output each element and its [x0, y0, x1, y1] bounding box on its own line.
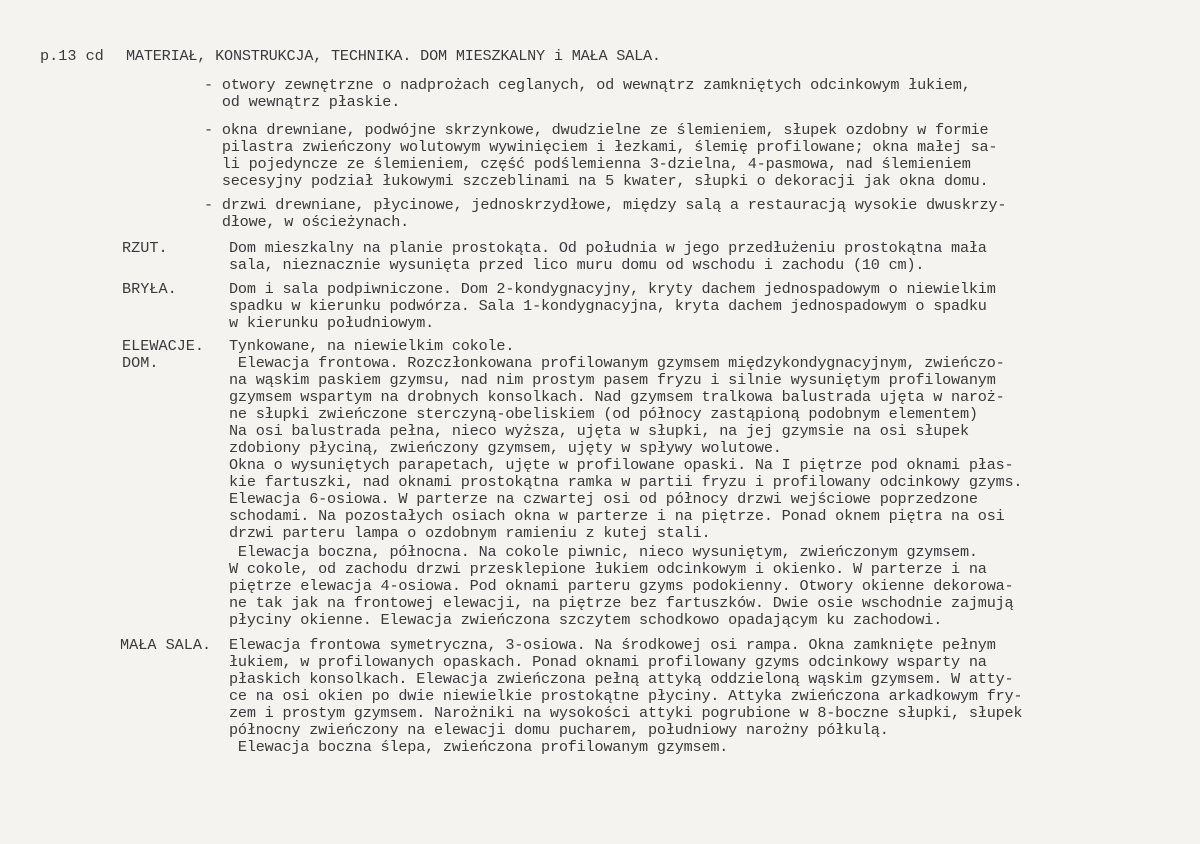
section-line: zem i prostym gzymsem. Narożniki na wysokości attyki pogrubione w 8-boczne słupki, słupek: [229, 704, 1023, 722]
section-line: łukiem, w profilowanych opaskach. Ponad oknami profilowany gzyms odcinkowy wsparty na: [229, 653, 987, 671]
section-line: Dom mieszkalny na planie prostokąta. Od południa w jego przedłużeniu prostokątna mała: [229, 239, 987, 257]
section-line: na wąskim paskiem gzymsu, nad nim prostym pasem fryzu i silnie wysuniętym profilowanym: [229, 371, 996, 389]
section-line: piętrze elewacja 4-osiowa. Pod oknami parteru gzyms podokienny. Otwory okienne dekorowa-: [229, 577, 1014, 595]
section-line: ne słupki zwieńczone sterczyną-obeliskiem (od północy zastąpioną podobnym elementem): [229, 405, 978, 423]
section-label-rzut: RZUT.: [122, 239, 168, 257]
section-line: Elewacja boczna, północna. Na cokole piwnic, nieco wysuniętym, zwieńczonym gzymsem.: [229, 543, 978, 561]
section-line: zdobiony płyciną, zwieńczony gzymsem, ujęty w spływy wolutowe.: [229, 439, 782, 457]
section-line: Okna o wysuniętych parapetach, ujęte w profilowane opaski. Na I piętrze pod oknami płas-: [229, 456, 1014, 474]
bullet-line: dłowe, w ościeżynach.: [204, 213, 410, 231]
section-line: płyciny okienne. Elewacja zwieńczona szczytem schodkowo opadającym ku zachodowi.: [229, 611, 943, 629]
section-line: Tynkowane, na niewielkim cokole.: [229, 337, 515, 355]
section-line: kie fartuszki, nad oknami prostokątna ramka w partii fryzu i profilowany odcinkowy gzyms.: [229, 473, 1023, 491]
bullet-line: - drzwi drewniane, płycinowe, jednoskrzydłowe, między salą a restauracją wysokie dwuskrzy-: [204, 196, 1007, 214]
section-line: w kierunku południowym.: [229, 314, 435, 332]
section-line: spadku w kierunku podwórza. Sala 1-kondygnacyjna, kryta dachem jednospadowym o spadku: [229, 297, 987, 315]
section-line: ce na osi okien po dwie niewielkie prostokątne płyciny. Attyka zwieńczona arkadkowym fry-: [229, 687, 1023, 705]
section-line: płaskich konsolkach. Elewacja zwieńczona pełną attyką oddzieloną wąskim gzymsem. W atty-: [229, 670, 1014, 688]
section-line: sala, nieznacznie wysunięta przed lico muru domu od wschodu i zachodu (10 cm).: [229, 256, 925, 274]
section-line: Elewacja boczna ślepa, zwieńczona profilowanym gzymsem.: [229, 738, 729, 756]
section-line: północny zwieńczony na elewacji domu pucharem, południowy narożny półkulą.: [229, 721, 889, 739]
bullet-line: - okna drewniane, podwójne skrzynkowe, dwudzielne ze ślemieniem, słupek ozdobny w formie: [204, 121, 989, 139]
bullet-line: pilastra zwieńczony wolutowym wywinięciem i łezkami, ślemię profilowane; okna małej sa-: [204, 138, 998, 156]
section-line: Na osi balustrada pełna, nieco wyższa, ujęta w słupki, na jej gzymsie na osi słupek: [229, 422, 969, 440]
section-line: W cokole, od zachodu drzwi przesklepione łukiem odcinkowym i okienko. W parterze i na: [229, 560, 987, 578]
section-line: ne tak jak na frontowej elewacji, na piętrze bez fartuszków. Dwie osie wschodnie zajmują: [229, 594, 1014, 612]
bullet-line: od wewnątrz płaskie.: [204, 93, 401, 111]
section-label-dom: DOM.: [122, 354, 159, 372]
section-line: Elewacja 6-osiowa. W parterze na czwartej osi od północy drzwi wejściowe poprzedzone: [229, 490, 978, 508]
section-label-elewacje: ELEWACJE.: [122, 337, 205, 355]
section-line: gzymsem wspartym na drobnych konsolkach. Nad gzymsem tralkowa balustrada ujęta w naroż-: [229, 388, 1005, 406]
section-line: drzwi parteru lampa o ozdobnym ramieniu z kutej stali.: [229, 524, 711, 542]
page-reference: p.13 cd: [40, 47, 104, 65]
section-line: Elewacja frontowa symetryczna, 3-osiowa. Na środkowej osi rampa. Okna zamknięte pełnym: [229, 636, 996, 654]
bullet-line: secesyjny podział łukowymi szczeblinami na 5 kwater, słupki o dekoracji jak okna domu.: [204, 172, 989, 190]
document-title: MATERIAŁ, KONSTRUKCJA, TECHNIKA. DOM MIESZKALNY i MAŁA SALA.: [126, 47, 661, 65]
section-label-mala-sala: MAŁA SALA.: [120, 636, 212, 654]
section-line: schodami. Na pozostałych osiach okna w parterze i na piętrze. Ponad oknem piętra na osi: [229, 507, 1005, 525]
bullet-line: - otwory zewnętrzne o nadprożach ceglanych, od wewnątrz zamkniętych odcinkowym łukiem,: [204, 76, 971, 94]
section-line: Elewacja frontowa. Rozczłonkowana profilowanym gzymsem międzykondygnacyjnym, zwieńczo-: [229, 354, 1005, 372]
section-label-bryla: BRYŁA.: [122, 280, 177, 298]
section-line: Dom i sala podpiwniczone. Dom 2-kondygnacyjny, kryty dachem jednospadowym o niewielkim: [229, 280, 996, 298]
bullet-line: li pojedyncze ze ślemieniem, część podślemienna 3-dzielna, 4-pasmowa, nad ślemieniem: [204, 155, 971, 173]
